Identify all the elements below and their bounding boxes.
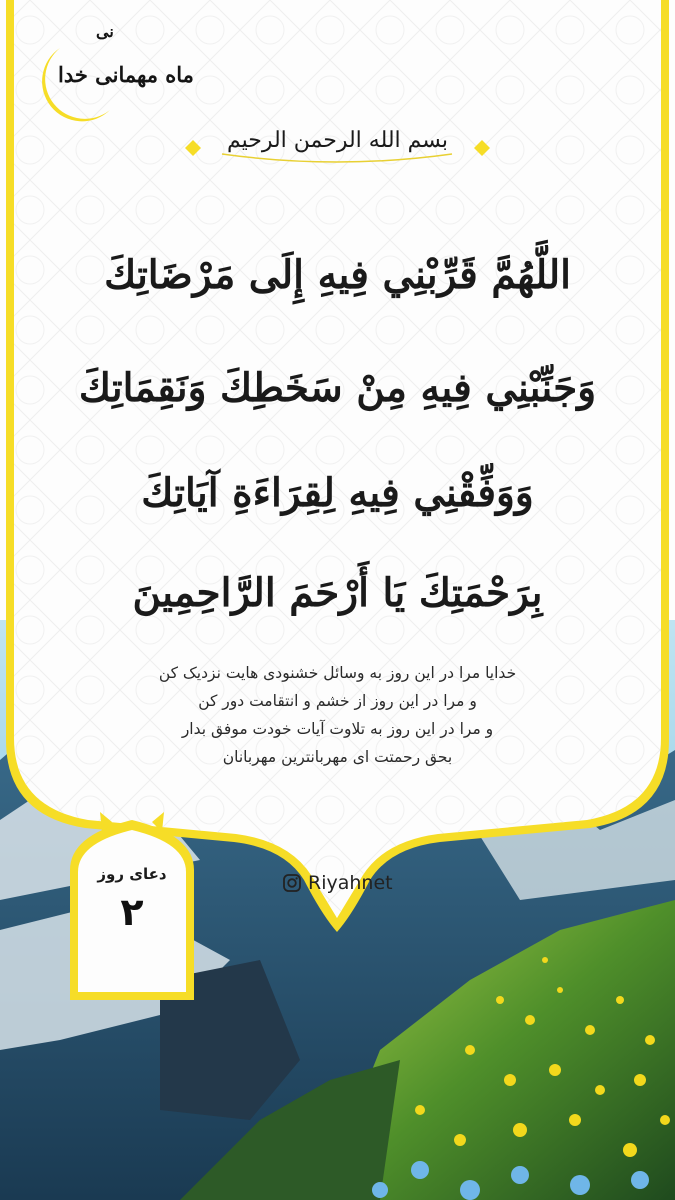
translation-line-2: و مرا در این روز از خشم و انتقامت دور کن: [198, 692, 477, 710]
instagram-handle[interactable]: [282, 870, 393, 896]
dua-line-3: وَوَفِّقْنِي فِيهِ لِقِرَاءَةِ آيَاتِكَ: [141, 470, 534, 516]
bismillah-heading: بسم الله الرحمن الرحیم: [226, 128, 449, 153]
day-badge-title: دعای روز: [97, 865, 167, 883]
dua-line-1: اللَّهُمَّ قَرِّبْنِي فِيهِ إِلَى مَرْضَاتِكَ: [104, 252, 571, 298]
day-badge-number: ۲: [120, 890, 144, 934]
dua-line-2: وَجَنِّبْنِي فِيهِ مِنْ سَخَطِكَ وَنَقِمَاتِكَ: [78, 365, 597, 411]
logo-title: ماه مهمانی خدا: [58, 62, 194, 87]
translation-line-1: خدایا مرا در این روز به وسائل خشنودی هایت نزدیک کن: [158, 664, 517, 682]
translation-line-3: و مرا در این روز به تلاوت آیات خودت موفق بدار: [181, 720, 494, 738]
translation-line-4: بحق رحمتت ای مهربانترین مهربانان: [222, 748, 453, 766]
instagram-icon: [282, 873, 302, 893]
instagram-handle-text: Riyahnet: [308, 872, 393, 894]
logo-line-small: نی: [96, 22, 114, 41]
dua-line-4: بِرَحْمَتِكَ يَا أَرْحَمَ الرَّاحِمِينَ: [132, 570, 543, 616]
